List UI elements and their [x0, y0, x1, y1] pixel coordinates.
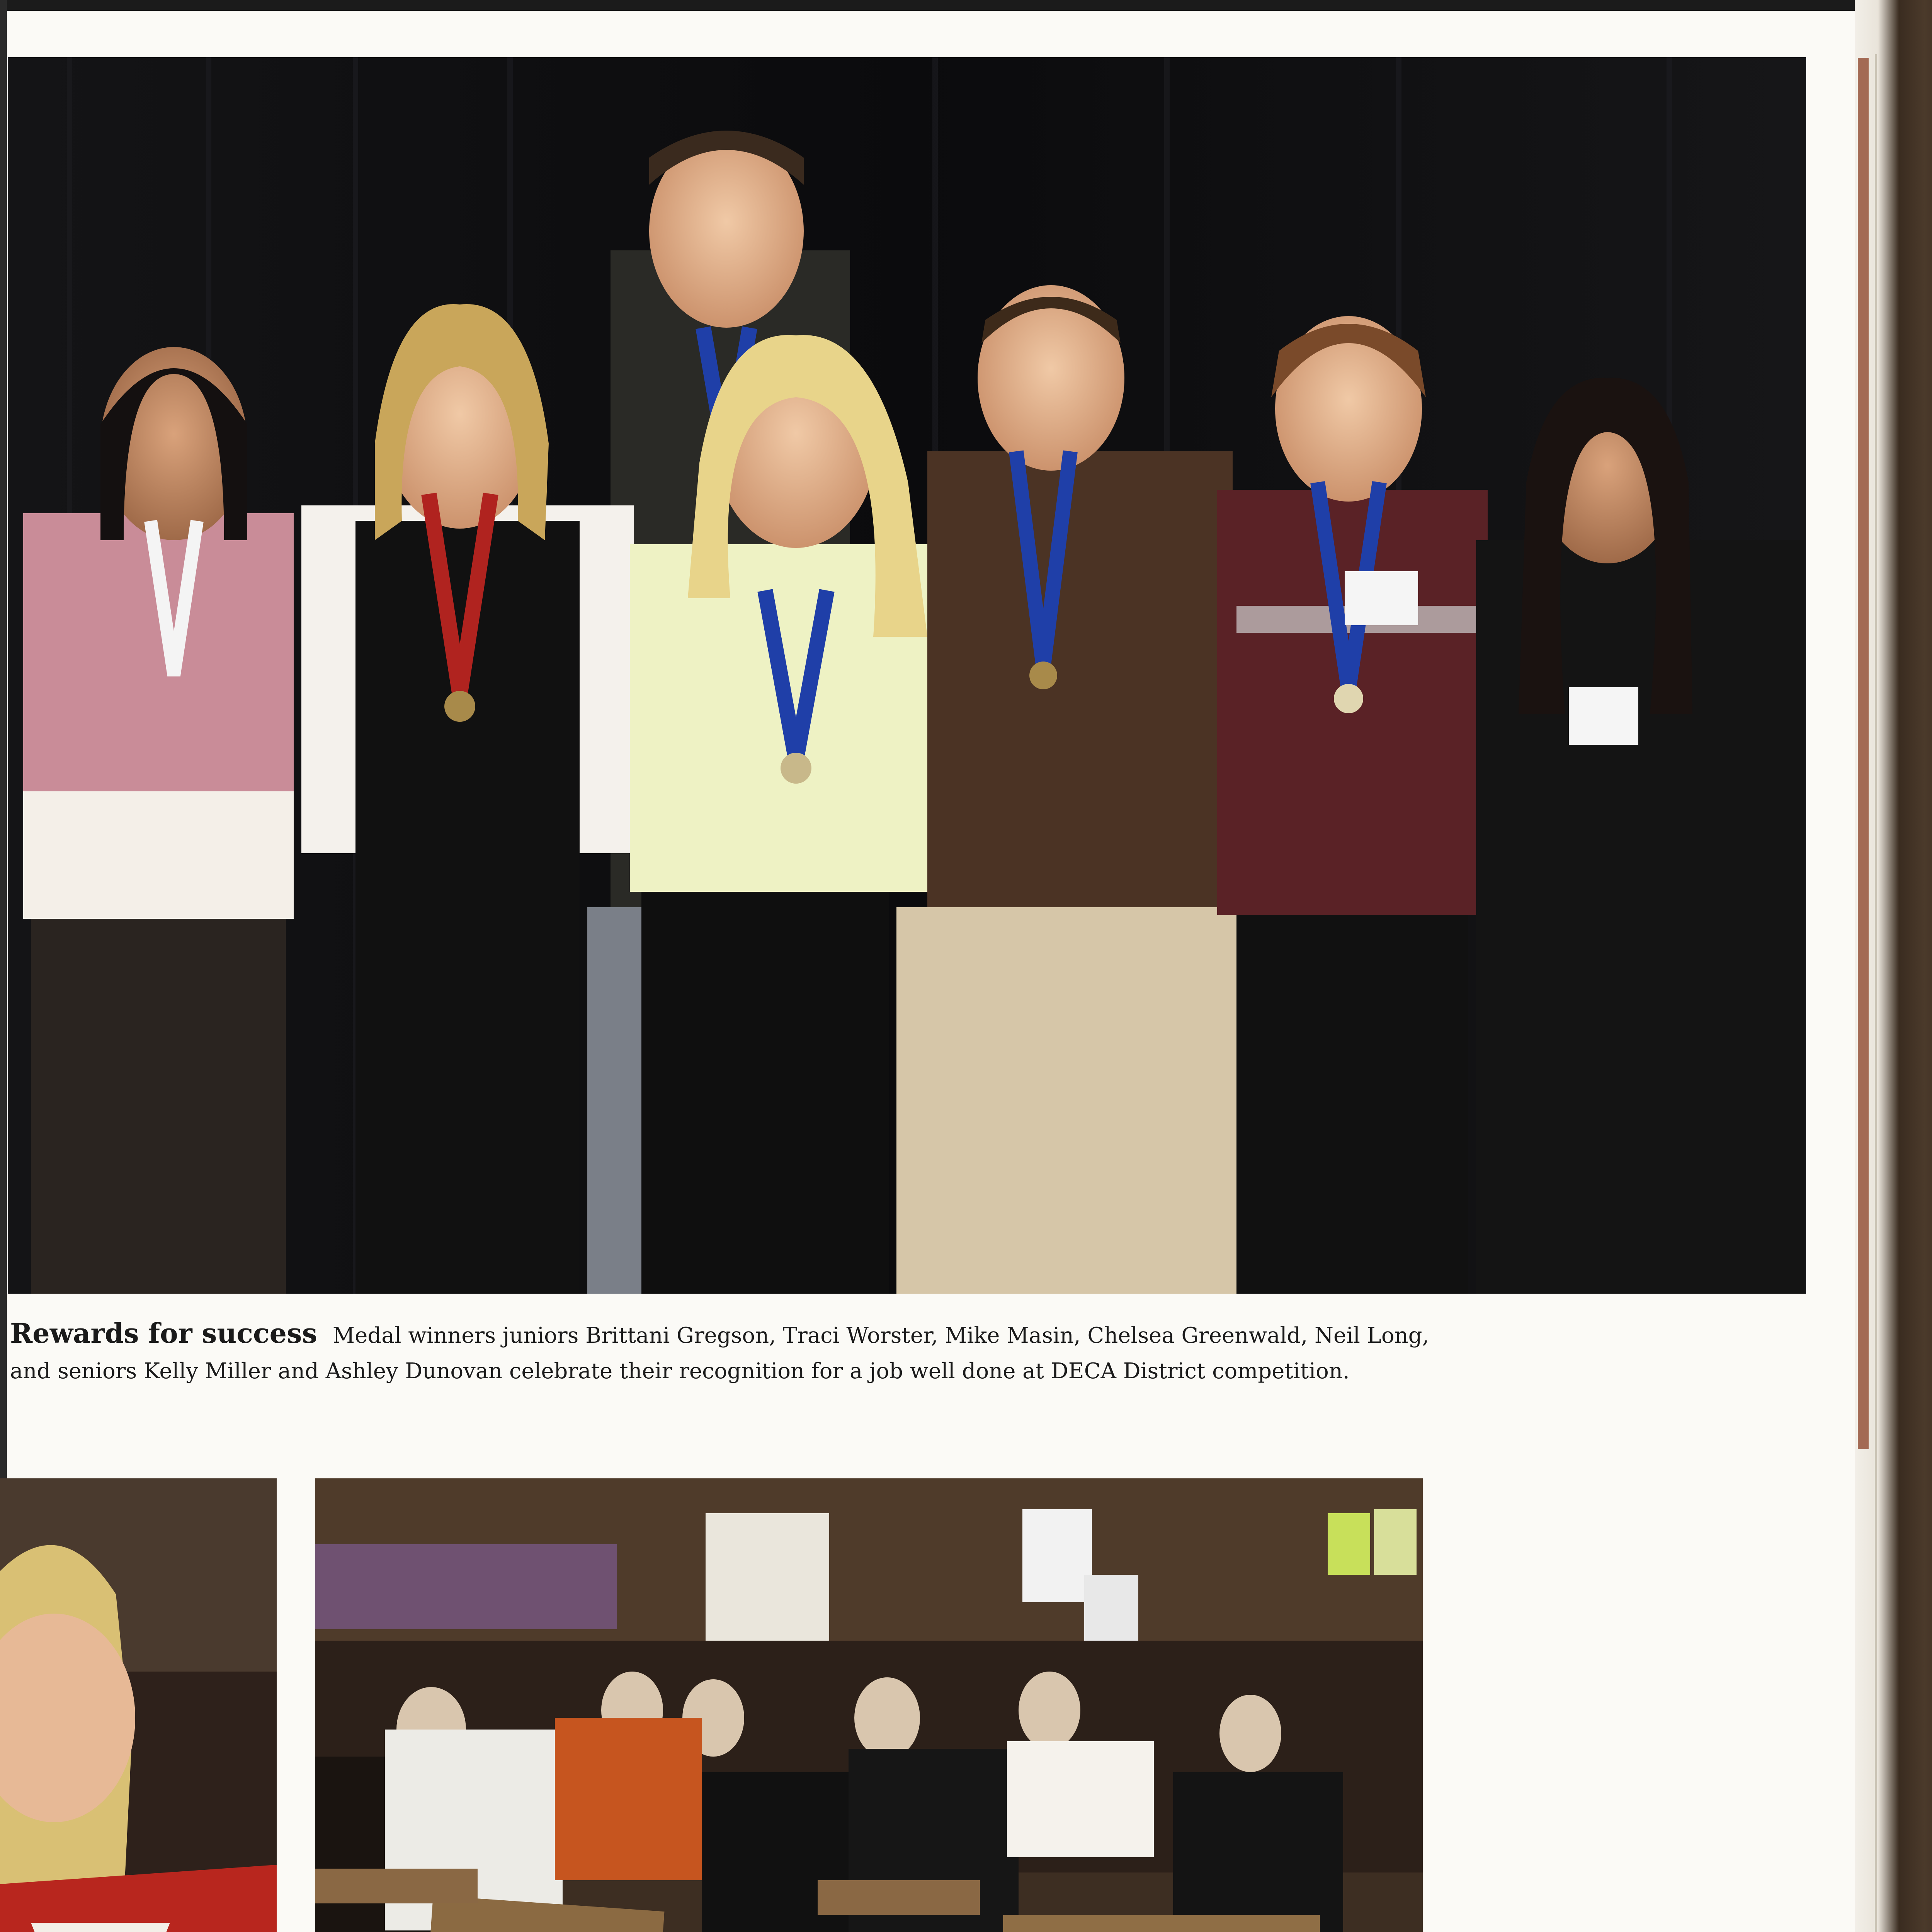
caption-medal-winners — [10, 1316, 1440, 1389]
caption-medal-winners-text: Medal winners juniors Brittani Gregson, Traci Worster, Mike Masin, Chelsea Greenwald, Neil Long, and seniors Kelly Miller and Ashley Dunovan celebrate their recognition for a job well done at DECA District competition. — [10, 1323, 1429, 1384]
group-photo-medal-winners — [8, 57, 1806, 1294]
portrait-photo-student — [0, 1478, 277, 1932]
binding-accent — [1858, 58, 1869, 1449]
binding-line — [1875, 54, 1877, 1932]
page-top-edge — [0, 0, 1932, 11]
caption-medal-winners-lead: Rewards for success — [10, 1317, 317, 1349]
classroom-photo-fbla — [315, 1478, 1423, 1932]
